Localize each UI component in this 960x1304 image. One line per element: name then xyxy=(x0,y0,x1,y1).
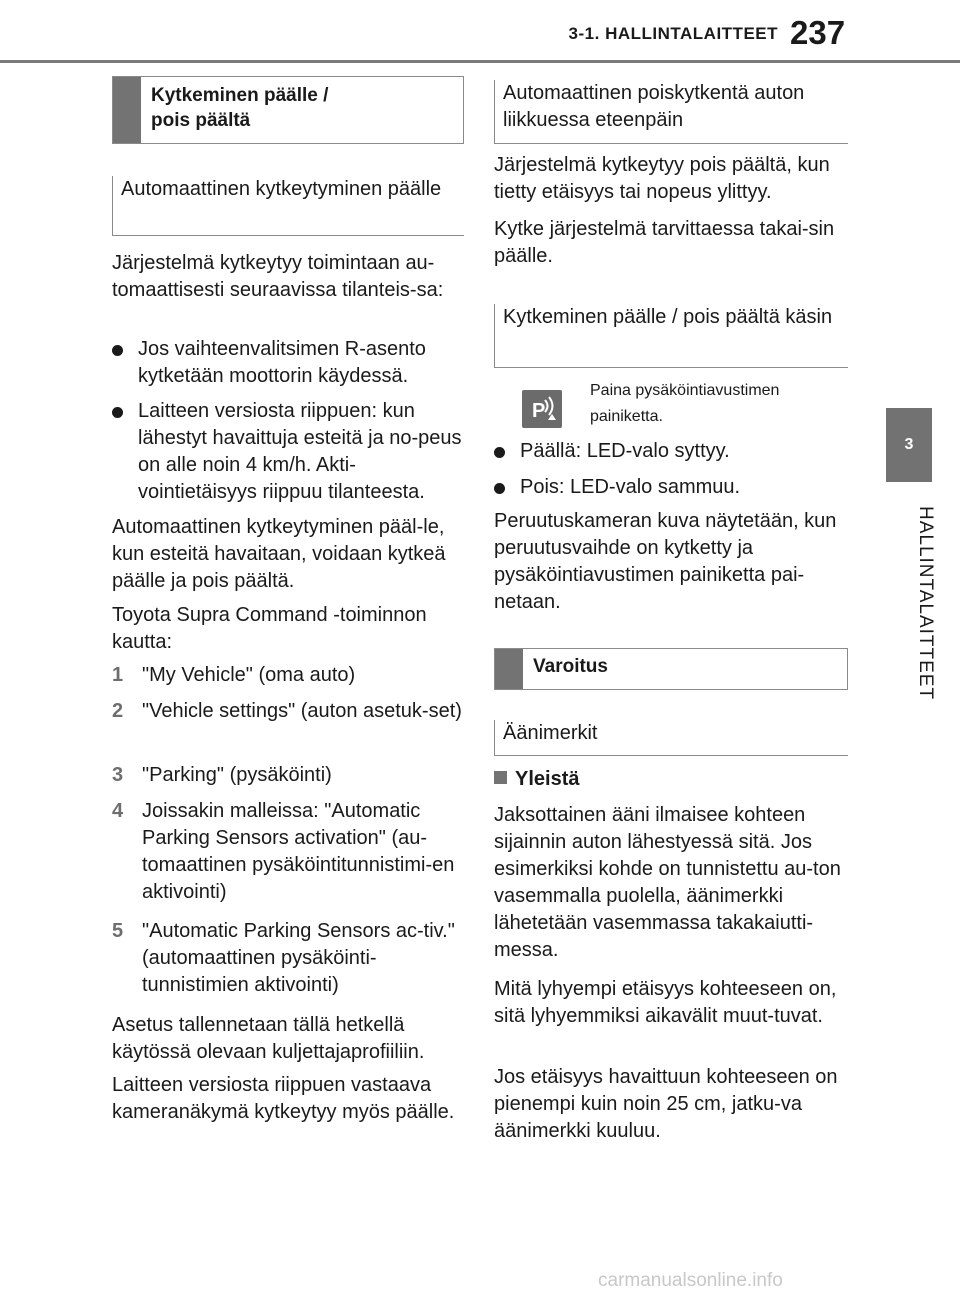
svg-text:P: P xyxy=(532,400,546,422)
subheading-beeps: Äänimerkit xyxy=(494,720,848,756)
bullet-text: Laitteen versiosta riippuen: kun lähestyt havaittuja esteitä ja no-peus on alle noin 4 km/h. Akti-vointietäisyys riippuu tilanteesta. xyxy=(138,400,462,503)
chapter-tab: 3 xyxy=(886,408,932,482)
square-marker-icon xyxy=(494,771,507,784)
paragraph: Peruutuskameran kuva näytetään, kun peruutusvaihde on kytketty ja pysäköintiavustimen painiketta pai-netaan. xyxy=(494,510,837,613)
step-number: 1 xyxy=(112,664,124,686)
step-number: 2 xyxy=(112,700,124,722)
paragraph: Laitteen versiosta riippuen vastaava kameranäkymä kytkeytyy myös päälle. xyxy=(112,1074,455,1123)
paragraph: Automaattinen kytkeytyminen pääl-le, kun esteitä havaitaan, voidaan kytkeä päälle ja pois päältä. xyxy=(112,516,446,592)
bullet-text: Pois: LED-valo sammuu. xyxy=(520,476,741,498)
subheading-auto-on: Automaattinen kytkeytyminen päälle xyxy=(112,176,464,236)
sub-subheading xyxy=(494,766,848,793)
bullet-dot xyxy=(112,345,123,356)
box-title-line-1: Kytkeminen päälle / xyxy=(151,85,329,106)
subheading-manual: Kytkeminen päälle / pois päältä käsin xyxy=(494,304,848,368)
box-accent-bar xyxy=(113,77,141,143)
step-text: "Vehicle settings" (auton asetuk-set) xyxy=(142,700,462,722)
box-title xyxy=(141,77,338,143)
paragraph: Toyota Supra Command -toiminnon kautta: xyxy=(112,604,427,653)
step-item xyxy=(112,918,464,999)
step-text: "Automatic Parking Sensors ac-tiv." (automaattinen pysäköinti-tunnistimien aktivointi) xyxy=(142,920,455,996)
bullet-item xyxy=(112,398,464,506)
step-item xyxy=(112,798,464,906)
bullet-text: Jos vaihteenvalitsimen R-asento kytketään moottorin käydessä. xyxy=(138,338,426,387)
step-item xyxy=(112,762,464,789)
sub-subheading-text: Yleistä xyxy=(515,768,580,790)
box-title-line-2: pois päältä xyxy=(151,110,251,131)
bullet-dot xyxy=(112,407,123,418)
park-assist-icon xyxy=(522,390,562,428)
bullet-item xyxy=(112,336,464,390)
paragraph: Jaksottainen ääni ilmaisee kohteen sijainnin auton lähestyessä sitä. Jos esimerkiksi kohde on tunnistettu au-ton vasemmalla puolella, äänimerkki lähetetään vasemmassa takakaiutti-messa. xyxy=(494,804,841,961)
watermark: carmanualsonline.info xyxy=(598,1270,783,1291)
step-item xyxy=(112,662,464,689)
bullet-item xyxy=(494,474,848,501)
section-title: 3-1. HALLINTALAITTEET xyxy=(568,24,778,43)
step-number: 5 xyxy=(112,920,124,942)
paragraph: Jos etäisyys havaittuun kohteeseen on pienempi kuin noin 25 cm, jatku-va äänimerkki kuuluu. xyxy=(494,1066,838,1142)
step-number: 4 xyxy=(112,800,124,822)
bullet-item xyxy=(494,438,848,465)
step-text: "Parking" (pysäköinti) xyxy=(142,764,332,786)
box-accent-bar xyxy=(495,649,523,689)
step-number: 3 xyxy=(112,764,124,786)
box-title: Varoitus xyxy=(533,656,608,677)
icon-caption: Paina pysäköintiavustimen painiketta. xyxy=(590,382,780,425)
subheading-auto-off: Automaattinen poiskytkentä auton liikkuessa eteenpäin xyxy=(494,80,848,144)
paragraph: Kytke järjestelmä tarvittaessa takai-sin päälle. xyxy=(494,218,835,267)
bullet-dot xyxy=(494,483,505,494)
paragraph: Mitä lyhyempi etäisyys kohteeseen on, sitä lyhyemmiksi aikavälit muut-tuvat. xyxy=(494,978,837,1027)
bullet-text: Päällä: LED-valo syttyy. xyxy=(520,440,730,462)
page-number: 237 xyxy=(790,14,846,51)
step-text: "My Vehicle" (oma auto) xyxy=(142,664,356,686)
header-rule xyxy=(0,60,960,63)
section-box-on-off xyxy=(112,76,464,144)
chapter-label: HALLINTALAITTEET xyxy=(915,505,936,701)
park-assist-symbol xyxy=(522,390,562,428)
paragraph: Järjestelmä kytkeytyy pois päältä, kun tietty etäisyys tai nopeus ylittyy. xyxy=(494,154,830,203)
paragraph: Järjestelmä kytkeytyy toimintaan au-tomaattisesti seuraavissa tilanteis-sa: xyxy=(112,252,444,301)
bullet-dot xyxy=(494,447,505,458)
paragraph: Asetus tallennetaan tällä hetkellä käytössä olevaan kuljettajaprofiiliin. xyxy=(112,1014,425,1063)
step-text: Joissakin malleissa: "Automatic Parking Sensors activation" (au-tomaattinen pysäköintitunnistimi-en aktivointi) xyxy=(142,800,455,903)
step-item xyxy=(112,698,464,725)
warning-box xyxy=(494,648,848,690)
